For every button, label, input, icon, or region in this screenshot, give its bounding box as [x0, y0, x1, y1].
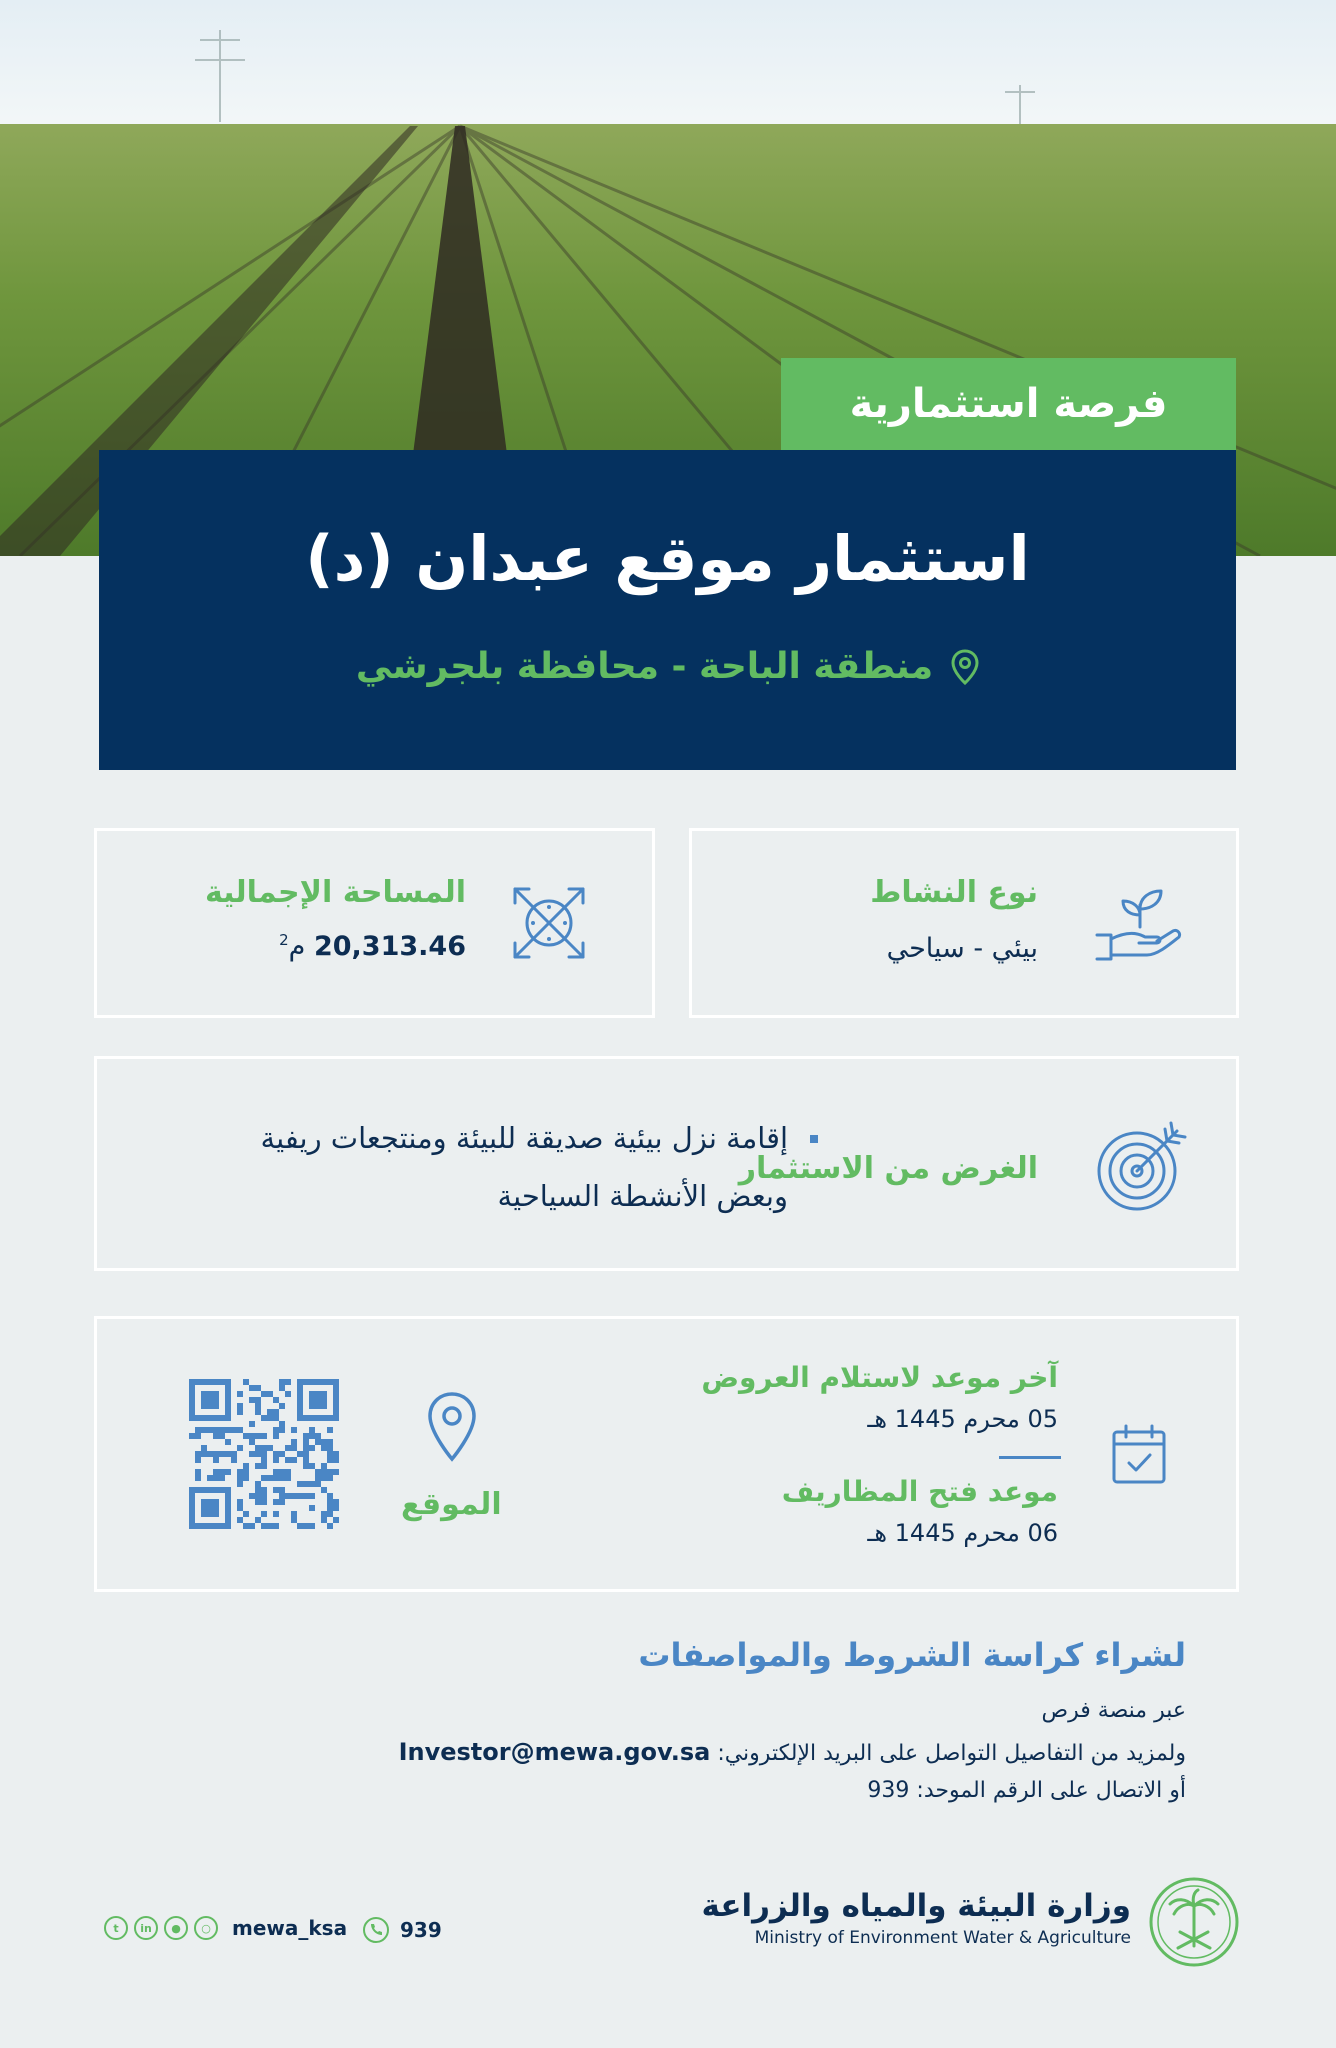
ministry-name-en: Ministry of Environment Water & Agriculture — [754, 1928, 1131, 1948]
purpose-card — [94, 1056, 1239, 1271]
area-card — [94, 828, 655, 1018]
linkedin-icon[interactable]: in — [134, 1916, 158, 1940]
activity-label: نوع النشاط — [870, 875, 1038, 910]
target-icon — [1095, 1121, 1187, 1213]
instagram-icon[interactable]: ○ — [194, 1916, 218, 1940]
dates-divider — [999, 1456, 1061, 1459]
email-prefix: ولمزيد من التفاصيل التواصل على البريد الإلكتروني: — [717, 1741, 1186, 1766]
snapchat-icon[interactable]: ● — [164, 1916, 188, 1940]
qr-code[interactable] — [189, 1379, 339, 1529]
purchase-line-platform: عبر منصة فرص — [1041, 1698, 1186, 1723]
location-pin-icon — [951, 649, 979, 685]
investment-opportunity-badge: فرصة استثمارية — [781, 358, 1236, 450]
purchase-title: لشراء كراسة الشروط والمواصفات — [638, 1636, 1186, 1674]
phone-icon[interactable] — [362, 1916, 390, 1944]
purpose-label: الغرض من الاستثمار — [738, 1151, 1038, 1186]
opening-label: موعد فتح المظاريف — [781, 1475, 1058, 1508]
location-row — [99, 646, 1236, 687]
area-value: 20,313.46 — [313, 931, 466, 962]
purchase-line-email — [399, 1738, 1186, 1766]
area-label: المساحة الإجمالية — [204, 875, 466, 910]
area-unit-sup: 2 — [279, 931, 289, 949]
bullet-marker — [810, 1135, 818, 1143]
deadline-label: آخر موعد لاستلام العروض — [701, 1361, 1058, 1394]
location-text: منطقة الباحة - محافظة بلجرشي — [355, 646, 934, 687]
purpose-text: إقامة نزل بيئية صديقة للبيئة ومنتجعات ريفية وبعض الأنشطة السياحية — [260, 1121, 788, 1213]
deadline-value: 05 محرم 1445 هـ — [867, 1405, 1058, 1433]
activity-value: بيئي - سياحي — [886, 933, 1038, 964]
calendar-icon — [1111, 1423, 1167, 1485]
title-panel — [99, 450, 1236, 770]
ministry-name — [702, 1888, 1131, 1948]
area-unit: م — [288, 931, 306, 962]
ministry-name-ar: وزارة البيئة والمياه والزراعة — [701, 1888, 1131, 1924]
email-link[interactable]: Investor@mewa.gov.sa — [398, 1738, 711, 1766]
phone-number[interactable]: 939 — [400, 1918, 442, 1942]
dates-card — [94, 1316, 1239, 1592]
phone-contact — [362, 1916, 442, 1944]
social-links — [104, 1916, 347, 1940]
site-location-pin-icon[interactable] — [427, 1391, 477, 1463]
opening-value: 06 محرم 1445 هـ — [867, 1519, 1058, 1547]
site-label[interactable]: الموقع — [401, 1487, 502, 1522]
ministry-palm-logo — [1148, 1876, 1240, 1968]
hand-plant-icon — [1095, 883, 1185, 963]
social-handle[interactable]: mewa_ksa — [232, 1916, 348, 1940]
activity-card — [689, 828, 1239, 1018]
area-expand-icon — [511, 885, 587, 961]
purchase-line-phone: أو الاتصال على الرقم الموحد: 939 — [867, 1778, 1186, 1803]
area-value-row — [279, 931, 466, 962]
page-title: استثمار موقع عبدان (د) — [305, 522, 1030, 595]
twitter-icon[interactable]: t — [104, 1916, 128, 1940]
